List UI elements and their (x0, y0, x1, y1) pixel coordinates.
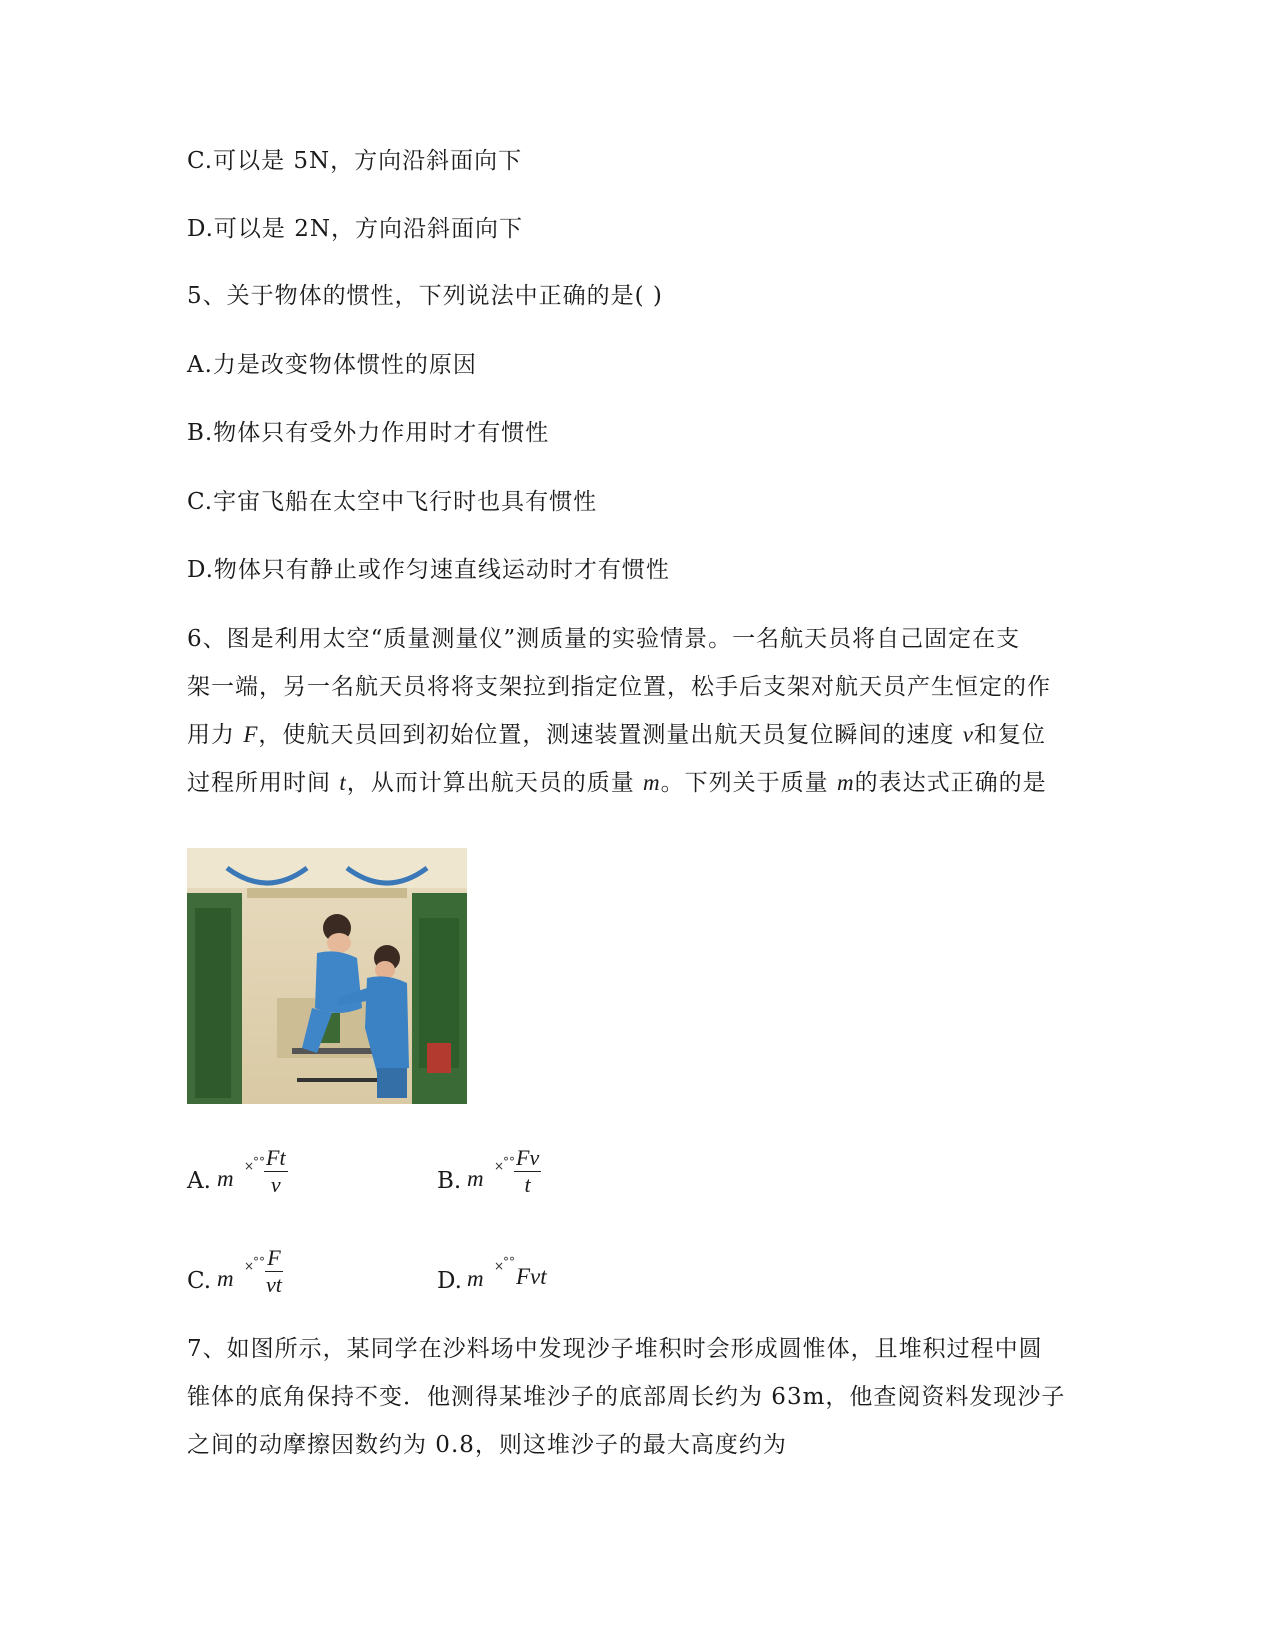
q6-option-a-m: m (217, 1166, 234, 1191)
q4-option-c: C.可以是 5N，方向沿斜面向下 (187, 148, 523, 174)
q6-option-b-eq: × (494, 1159, 505, 1173)
q6-option-b-numerator: Fv (516, 1145, 540, 1170)
q6-stem-line4: 过程所用时间 t，从而计算出航天员的质量 m。下列关于质量 m的表达式正确的是 (187, 770, 1047, 796)
q5-option-b: B.物体只有受外力作用时才有惯性 (187, 420, 550, 446)
q6-option-c-eq2: °° (253, 1255, 265, 1269)
q6-option-a-fraction (264, 1145, 288, 1198)
q6-option-d-eq2: °° (503, 1255, 515, 1269)
q6-option-c-eq: × (244, 1259, 255, 1273)
q5-option-a: A.力是改变物体惯性的原因 (187, 352, 477, 378)
q6-option-a-denominator: v (270, 1172, 281, 1197)
q7-stem-line3: 之间的动摩擦因数约为 0.8，则这堆沙子的最大高度约为 (187, 1432, 787, 1458)
q6-option-a-label: A. (187, 1168, 211, 1194)
q7-stem-line1: 7、如图所示，某同学在沙料场中发现沙子堆积时会形成圆惟体，且堆积过程中圆 (187, 1336, 1043, 1362)
q6-option-d-m: m (467, 1266, 484, 1291)
q6-stem-line3: 用力 F，使航天员回到初始位置，测速装置测量出航天员复位瞬间的速度 v和复位 (187, 722, 1046, 748)
q7-stem-line2: 锥体的底角保持不变．他测得某堆沙子的底部周长约为 63m，他查阅资料发现沙子 (187, 1384, 1066, 1410)
q6-option-b-denominator: t (524, 1172, 531, 1197)
q6-option-d-label: D. (437, 1268, 462, 1294)
q6-option-b-fraction (514, 1145, 541, 1198)
q6-option-b-eq2: °° (503, 1155, 515, 1169)
q6-option-d-eq: × (494, 1259, 505, 1273)
q5-option-d: D.物体只有静止或作匀速直线运动时才有惯性 (187, 557, 670, 583)
q4-option-d: D.可以是 2N，方向沿斜面向下 (187, 216, 524, 242)
q6-stem-line2: 架一端，另一名航天员将将支架拉到指定位置，松手后支架对航天员产生恒定的作 (187, 674, 1051, 700)
q6-option-c-denominator: vt (266, 1272, 282, 1297)
space-station-photo (187, 848, 467, 1104)
q5-stem: 5、关于物体的惯性，下列说法中正确的是( ) (187, 283, 663, 309)
q6-option-c-numerator: F (267, 1245, 281, 1270)
astronauts-image (187, 848, 467, 1104)
q6-stem-line1: 6、图是利用太空“质量测量仪”测质量的实验情景。一名航天员将自己固定在支 (187, 626, 1021, 652)
q6-option-c-fraction (264, 1245, 284, 1298)
q6-option-c-m: m (217, 1266, 234, 1291)
q6-option-c-label: C. (187, 1268, 212, 1294)
q6-option-a-eq: × (244, 1159, 255, 1173)
q6-option-b-m: m (467, 1166, 484, 1191)
q6-option-d-expression: Fvt (516, 1264, 547, 1289)
q6-option-a-numerator: Ft (266, 1145, 286, 1170)
q5-option-c: C.宇宙飞船在太空中飞行时也具有惯性 (187, 489, 598, 515)
q6-option-a-eq2: °° (253, 1155, 265, 1169)
q6-option-b-label: B. (437, 1168, 462, 1194)
